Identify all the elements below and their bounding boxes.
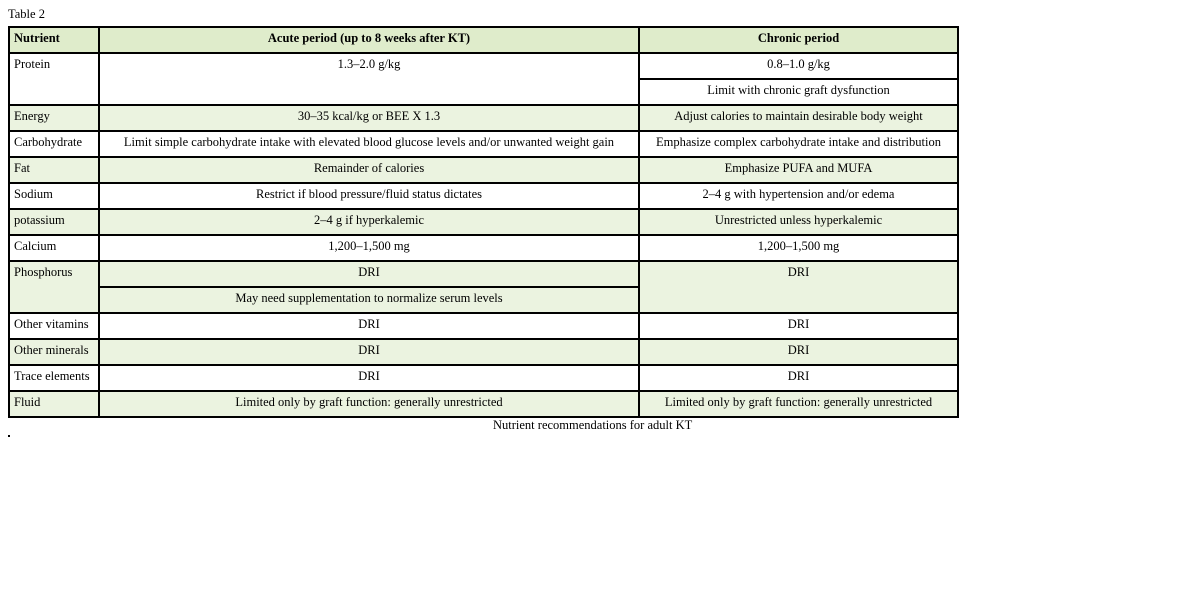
cell-nutrient-other-minerals: Other minerals — [9, 339, 99, 365]
table-row-sodium — [9, 183, 958, 209]
cell-acute-calcium: 1,200–1,500 mg — [99, 235, 639, 261]
cell-nutrient-carbohydrate: Carbohydrate — [9, 131, 99, 157]
table-row-other-vitamins — [9, 313, 958, 339]
table-row-fat — [9, 157, 958, 183]
cell-nutrient-calcium: Calcium — [9, 235, 99, 261]
table-row-calcium — [9, 235, 958, 261]
cell-chronic-protein-limit: Limit with chronic graft dysfunction — [639, 79, 958, 105]
cell-nutrient-potassium: potassium — [9, 209, 99, 235]
table-label: Table 2 — [8, 7, 45, 21]
cell-chronic-other-minerals: DRI — [639, 339, 958, 365]
cell-chronic-other-vitamins: DRI — [639, 313, 958, 339]
cell-acute-energy: 30–35 kcal/kg or BEE X 1.3 — [99, 105, 639, 131]
cell-acute-fluid: Limited only by graft function: generally unrestricted — [99, 391, 639, 417]
cell-acute-protein: 1.3–2.0 g/kg — [99, 53, 639, 105]
table-row-phosphorus — [9, 261, 958, 287]
cell-acute-carbohydrate: Limit simple carbohydrate intake with elevated blood glucose levels and/or unwanted weight gain — [99, 131, 639, 157]
table-row-trace-elements — [9, 365, 958, 391]
cell-chronic-energy: Adjust calories to maintain desirable body weight — [639, 105, 958, 131]
table-row-protein — [9, 53, 958, 79]
cell-acute-other-vitamins: DRI — [99, 313, 639, 339]
header-chronic-period: Chronic period — [639, 27, 958, 53]
cell-nutrient-fat: Fat — [9, 157, 99, 183]
cell-nutrient-sodium: Sodium — [9, 183, 99, 209]
table-row-carbohydrate — [9, 131, 958, 157]
cell-chronic-sodium: 2–4 g with hypertension and/or edema — [639, 183, 958, 209]
cell-acute-phosphorus: DRI — [99, 261, 639, 287]
cell-chronic-potassium: Unrestricted unless hyperkalemic — [639, 209, 958, 235]
cell-chronic-fat: Emphasize PUFA and MUFA — [639, 157, 958, 183]
cell-nutrient-trace-elements: Trace elements — [9, 365, 99, 391]
footnote-dot — [8, 435, 10, 437]
cell-acute-fat: Remainder of calories — [99, 157, 639, 183]
cell-nutrient-other-vitamins: Other vitamins — [9, 313, 99, 339]
table-header-row — [9, 27, 958, 53]
cell-chronic-fluid: Limited only by graft function: generally unrestricted — [639, 391, 958, 417]
cell-chronic-trace-elements: DRI — [639, 365, 958, 391]
cell-chronic-carbohydrate: Emphasize complex carbohydrate intake and distribution — [639, 131, 958, 157]
table-row-other-minerals — [9, 339, 958, 365]
cell-chronic-phosphorus: DRI — [639, 261, 958, 313]
table-caption: Nutrient recommendations for adult KT — [493, 418, 693, 432]
nutrient-table — [8, 26, 959, 418]
cell-nutrient-protein: Protein — [9, 53, 99, 105]
cell-chronic-calcium: 1,200–1,500 mg — [639, 235, 958, 261]
cell-acute-trace-elements: DRI — [99, 365, 639, 391]
cell-nutrient-fluid: Fluid — [9, 391, 99, 417]
cell-acute-other-minerals: DRI — [99, 339, 639, 365]
cell-acute-sodium: Restrict if blood pressure/fluid status dictates — [99, 183, 639, 209]
cell-nutrient-phosphorus: Phosphorus — [9, 261, 99, 313]
table-row-energy — [9, 105, 958, 131]
table-row-fluid — [9, 391, 958, 417]
cell-acute-potassium: 2–4 g if hyperkalemic — [99, 209, 639, 235]
header-acute-period: Acute period (up to 8 weeks after KT) — [99, 27, 639, 53]
table-row-potassium — [9, 209, 958, 235]
cell-chronic-protein: 0.8–1.0 g/kg — [639, 53, 958, 79]
cell-acute-phosphorus-supplementation: May need supplementation to normalize serum levels — [99, 287, 639, 313]
header-nutrient: Nutrient — [9, 27, 99, 53]
cell-nutrient-energy: Energy — [9, 105, 99, 131]
